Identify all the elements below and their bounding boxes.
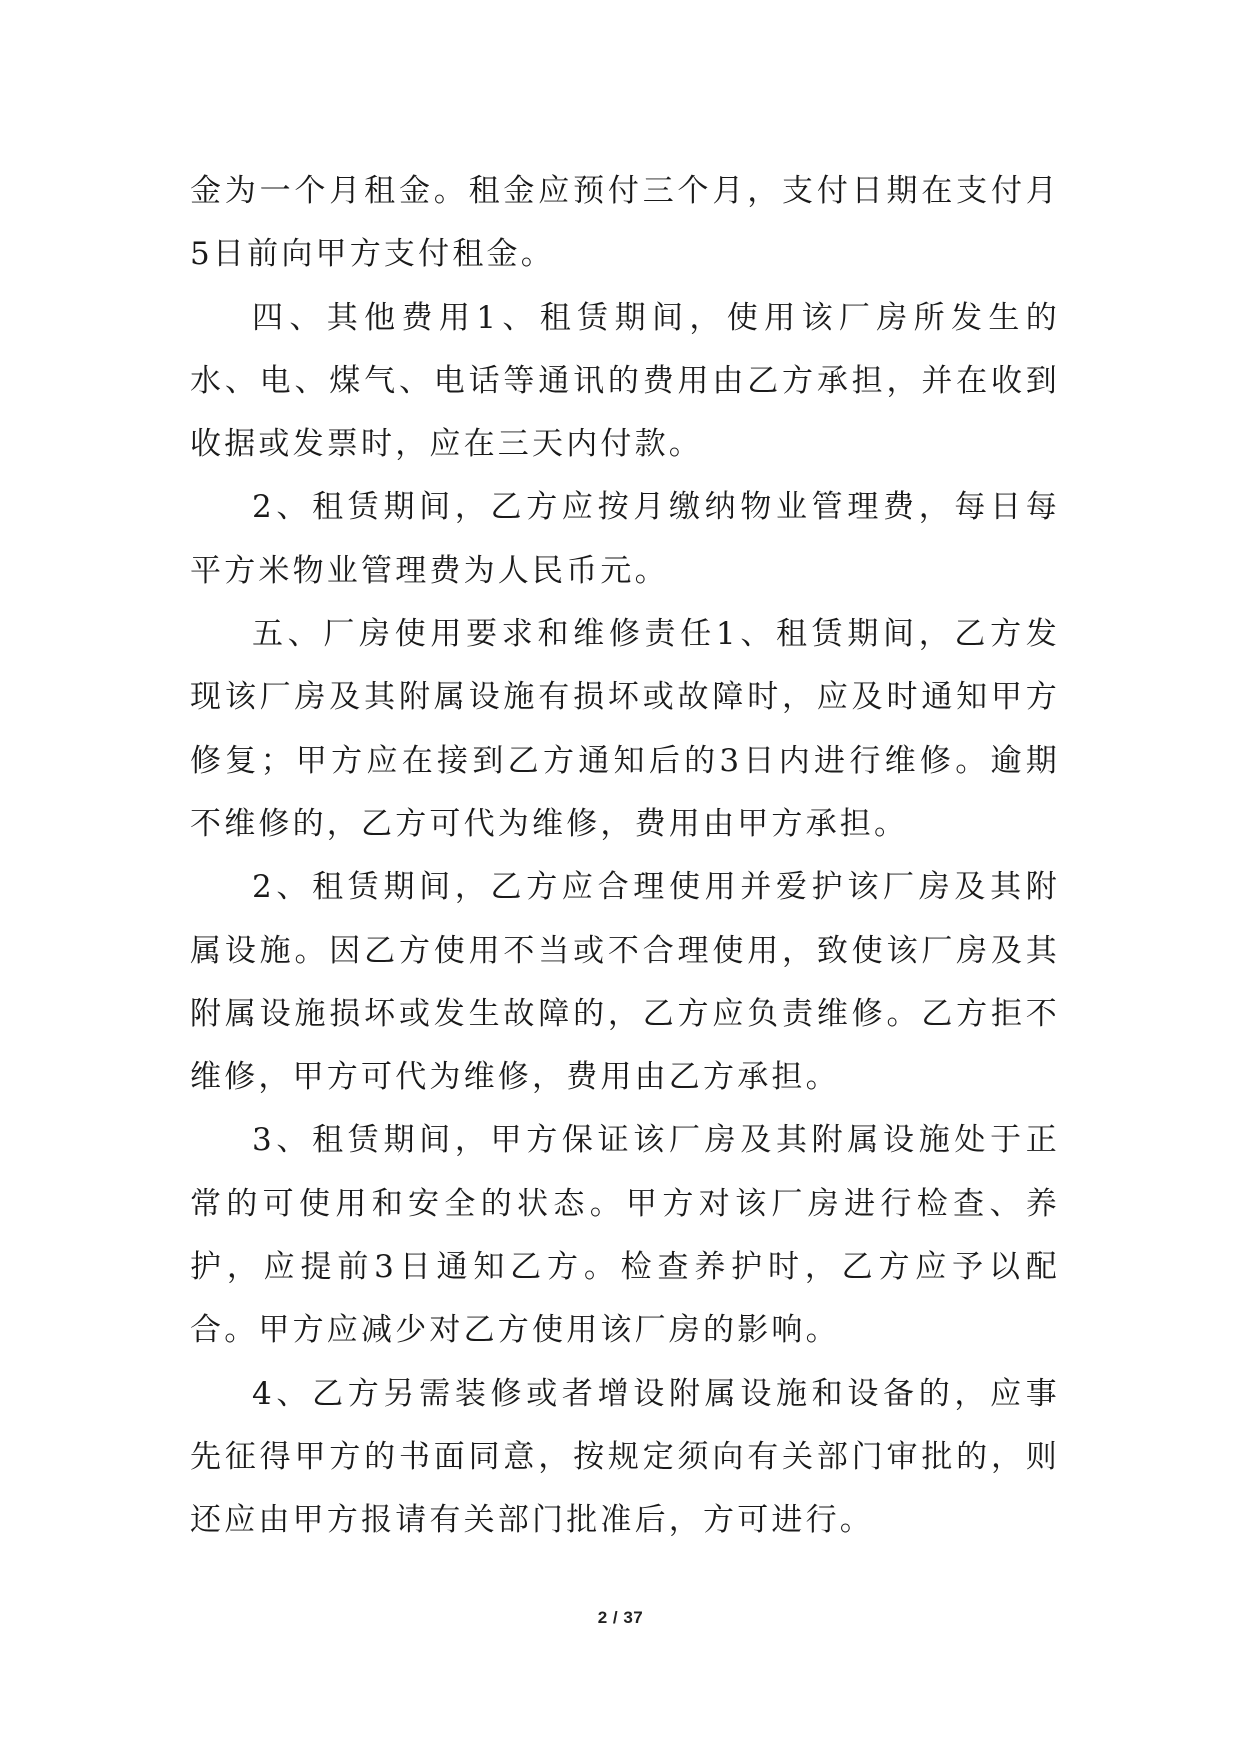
- paragraph-proper-use: 2、租赁期间，乙方应合理使用并爱护该厂房及其附属设施。因乙方使用不当或不合理使用，致使该厂房及其附属设施损坏或发生故障的，乙方应负责维修。乙方拒不维修，甲方可代为维修，费用由乙方承担。: [190, 869, 1060, 1096]
- paragraph-property-fee: 2、租赁期间，乙方应按月缴纳物业管理费，每日每平方米物业管理费为人民币元。: [190, 489, 1060, 589]
- paragraph-renovation: 4、乙方另需装修或者增设附属设施和设备的，应事先征得甲方的书面同意，按规定须向有关部门审批的，则还应由甲方报请有关部门批准后，方可进行。: [190, 1375, 1060, 1539]
- paragraph-rent-payment: 金为一个月租金。租金应预付三个月，支付日期在支付月5日前向甲方支付租金。: [190, 173, 1060, 273]
- paragraph-maintenance-duty: 五、厂房使用要求和维修责任1、租赁期间，乙方发现该厂房及其附属设施有损坏或故障时，应及时通知甲方修复；甲方应在接到乙方通知后的3日内进行维修。逾期不维修的，乙方可代为维修，费用由甲方承担。: [190, 616, 1060, 842]
- paragraph-other-fees: 四、其他费用1、租赁期间，使用该厂房所发生的水、电、煤气、电话等通讯的费用由乙方承担，并在收到收据或发票时，应在三天内付款。: [190, 299, 1060, 463]
- page-number: 2 / 37: [597, 1608, 644, 1627]
- document-body: [190, 160, 1060, 1553]
- paragraph-landlord-guarantee: 3、租赁期间，甲方保证该厂房及其附属设施处于正常的可使用和安全的状态。甲方对该厂房进行检查、养护，应提前3日通知乙方。检查养护时，乙方应予以配合。甲方应减少对乙方使用该厂房的影响。: [190, 1122, 1060, 1349]
